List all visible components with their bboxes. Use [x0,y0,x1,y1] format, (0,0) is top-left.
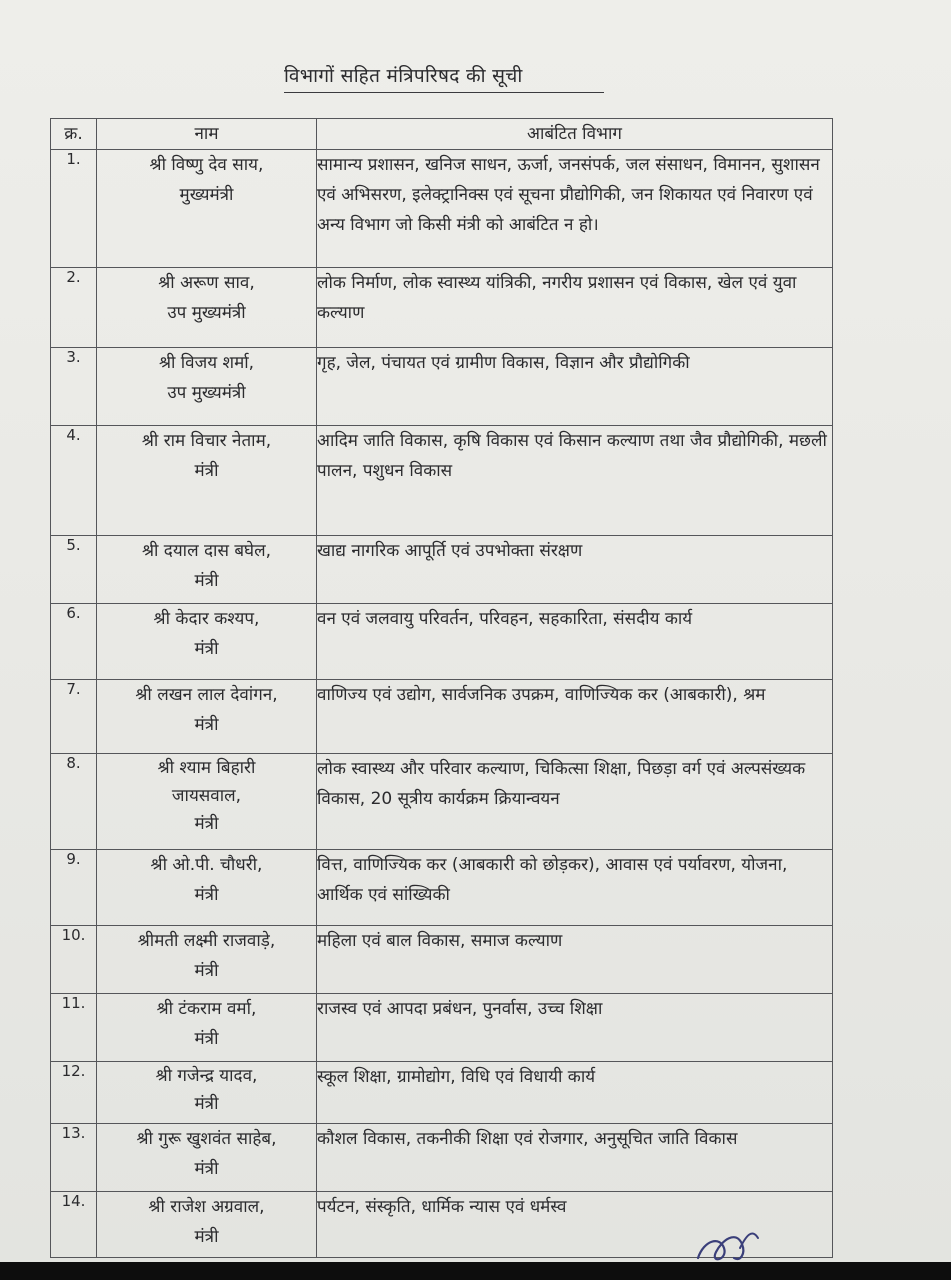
departments-cell: आदिम जाति विकास, कृषि विकास एवं किसान कल्याण तथा जैव प्रौद्योगिकी, मछली पालन, पशुधन विकास [317,426,833,536]
minister-role: मंत्री [194,571,219,591]
header-serial: क्र. [51,119,97,150]
row-serial: 10. [51,926,97,994]
departments-cell: वाणिज्य एवं उद्योग, सार्वजनिक उपक्रम, वाणिज्यिक कर (आबकारी), श्रम [317,680,833,754]
minister-cell [97,536,317,604]
minister-role: मंत्री [194,1227,219,1247]
table-row [51,1124,833,1192]
minister-name: श्री गजेन्द्र यादव, [155,1066,258,1086]
minister-cell [97,850,317,926]
departments-cell: गृह, जेल, पंचायत एवं ग्रामीण विकास, विज्ञान और प्रौद्योगिकी [317,348,833,426]
minister-name: श्री राजेश अग्रवाल, [148,1197,265,1217]
table-row [51,926,833,994]
minister-name: श्री ओ.पी. चौधरी, [150,855,263,875]
minister-name: श्री दयाल दास बघेल, [141,541,272,561]
row-serial: 14. [51,1192,97,1258]
departments-cell: कौशल विकास, तकनीकी शिक्षा एवं रोजगार, अनुसूचित जाति विकास [317,1124,833,1192]
minister-cell [97,268,317,348]
minister-name: श्रीमती लक्ष्मी राजवाड़े, [137,931,276,951]
table-row [51,348,833,426]
departments-cell: लोक निर्माण, लोक स्वास्थ्य यांत्रिकी, नगरीय प्रशासन एवं विकास, खेल एवं युवा कल्याण [317,268,833,348]
minister-name: श्री श्याम बिहारी जायसवाल, [157,758,256,806]
minister-cell [97,150,317,268]
row-serial: 3. [51,348,97,426]
minister-cell [97,1192,317,1258]
minister-role: मंत्री [194,1094,219,1114]
row-serial: 12. [51,1062,97,1124]
row-serial: 5. [51,536,97,604]
departments-cell: सामान्य प्रशासन, खनिज साधन, ऊर्जा, जनसंपर्क, जल संसाधन, विमानन, सुशासन एवं अभिसरण, इलेक्ट्रानिक्स एवं सूचना प्रौद्योगिकी, जन शिकायत एवं निवारण एवं अन्य विभाग जो किसी मंत्री को आबंटित न हो। [317,150,833,268]
departments-cell: पर्यटन, संस्कृति, धार्मिक न्यास एवं धर्मस्व [317,1192,833,1258]
row-serial: 13. [51,1124,97,1192]
minister-role: मंत्री [194,639,219,659]
minister-role: मंत्री [194,715,219,735]
minister-cell [97,1062,317,1124]
departments-cell: लोक स्वास्थ्य और परिवार कल्याण, चिकित्सा शिक्षा, पिछड़ा वर्ग एवं अल्पसंख्यक विकास, 20 सूत्रीय कार्यक्रम क्रियान्वयन [317,754,833,850]
table-header-row [51,119,833,150]
minister-role: मंत्री [194,885,219,905]
ministers-table [50,118,833,1258]
minister-name: श्री लखन लाल देवांगन, [135,685,278,705]
minister-role: मुख्यमंत्री [179,185,234,205]
row-serial: 6. [51,604,97,680]
row-serial: 2. [51,268,97,348]
table-row [51,536,833,604]
row-serial: 4. [51,426,97,536]
departments-cell: वन एवं जलवायु परिवर्तन, परिवहन, सहकारिता, संसदीय कार्य [317,604,833,680]
row-serial: 8. [51,754,97,850]
table-row [51,150,833,268]
table-row [51,426,833,536]
document-title: विभागों सहित मंत्रिपरिषद की सूची [284,62,604,93]
row-serial: 1. [51,150,97,268]
minister-cell [97,680,317,754]
minister-name: श्री अरूण साव, [158,273,255,293]
minister-cell [97,926,317,994]
minister-role: उप मुख्यमंत्री [167,383,246,403]
minister-name: श्री राम विचार नेताम, [141,431,272,451]
table-row [51,268,833,348]
minister-cell [97,754,317,850]
minister-name: श्री टंकराम वर्मा, [156,999,257,1019]
row-serial: 11. [51,994,97,1062]
minister-role: मंत्री [194,1159,219,1179]
departments-cell: राजस्व एवं आपदा प्रबंधन, पुनर्वास, उच्च शिक्षा [317,994,833,1062]
minister-role: मंत्री [194,461,219,481]
signature-mark [690,1218,780,1268]
minister-cell [97,426,317,536]
minister-role: मंत्री [194,1029,219,1049]
header-departments: आबंटित विभाग [317,119,833,150]
minister-name: श्री गुरू खुशवंत साहेब, [136,1129,277,1149]
table-row [51,680,833,754]
header-name: नाम [97,119,317,150]
bottom-black-strip [0,1262,951,1280]
table-row [51,994,833,1062]
minister-cell [97,1124,317,1192]
departments-cell: स्कूल शिक्षा, ग्रामोद्योग, विधि एवं विधायी कार्य [317,1062,833,1124]
table-row [51,604,833,680]
minister-cell [97,604,317,680]
minister-name: श्री केदार कश्यप, [153,609,260,629]
departments-cell: वित्त, वाणिज्यिक कर (आबकारी को छोड़कर), आवास एवं पर्यावरण, योजना, आर्थिक एवं सांख्यिकी [317,850,833,926]
minister-role: उप मुख्यमंत्री [167,303,246,323]
departments-cell: खाद्य नागरिक आपूर्ति एवं उपभोक्ता संरक्षण [317,536,833,604]
row-serial: 7. [51,680,97,754]
table-row [51,1062,833,1124]
minister-role: मंत्री [194,961,219,981]
minister-cell [97,994,317,1062]
minister-cell [97,348,317,426]
table-row [51,754,833,850]
minister-name: श्री विष्णु देव साय, [149,155,264,175]
row-serial: 9. [51,850,97,926]
minister-role: मंत्री [194,814,219,834]
table-row [51,850,833,926]
minister-name: श्री विजय शर्मा, [158,353,255,373]
departments-cell: महिला एवं बाल विकास, समाज कल्याण [317,926,833,994]
